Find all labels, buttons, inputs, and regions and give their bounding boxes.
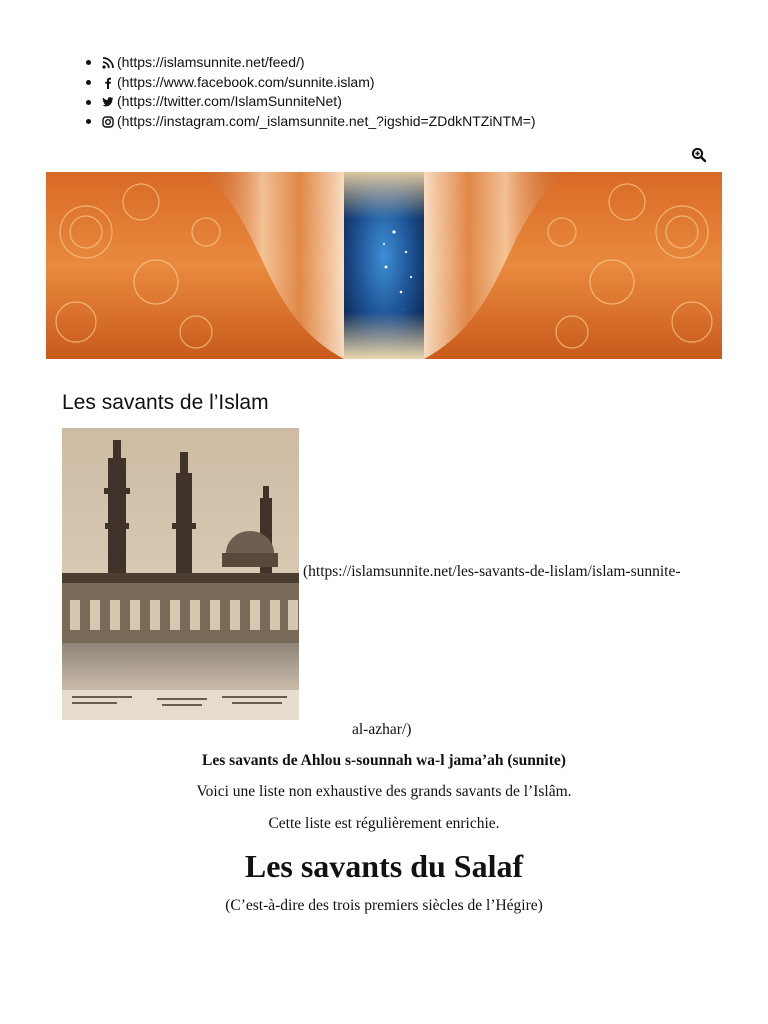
zoom-in-icon[interactable] <box>691 147 707 163</box>
facebook-icon <box>102 77 114 89</box>
intro-paragraph: Voici une liste non exhaustive des grands savants de l’Islâm. <box>196 783 572 800</box>
social-link-facebook[interactable] <box>86 73 536 93</box>
twitter-icon <box>102 96 114 108</box>
image-link-text[interactable]: (https://islamsunnite.net/les-savants-de-lislam/islam-sunnite- <box>303 563 681 580</box>
instagram-icon <box>102 116 114 128</box>
social-link-text[interactable]: (https://islamsunnite.net/feed/) <box>117 54 305 70</box>
section-subtitle: (C’est-à-dire des trois premiers siècles de l’Hégire) <box>225 897 543 914</box>
social-link-instagram[interactable] <box>86 112 536 132</box>
list-bullet <box>86 119 91 124</box>
list-bullet <box>86 100 91 105</box>
al-azhar-mosque-photo[interactable] <box>62 428 299 720</box>
rss-icon <box>102 57 114 69</box>
social-link-twitter[interactable] <box>86 92 536 112</box>
social-link-rss[interactable] <box>86 53 536 73</box>
social-link-text[interactable]: (https://instagram.com/_islamsunnite.net_?igshid=ZDdkNTZiNTM=) <box>117 113 536 130</box>
intro-paragraph: Cette liste est régulièrement enrichie. <box>268 815 500 832</box>
social-links-list <box>86 53 536 132</box>
list-bullet <box>86 60 91 65</box>
intro-bold-heading: Les savants de Ahlou s-sounnah wa-l jama’ah (sunnite) <box>202 752 566 769</box>
social-link-text[interactable]: (https://twitter.com/IslamSunniteNet) <box>117 93 342 110</box>
list-bullet <box>86 80 91 85</box>
header-banner-image <box>46 172 722 359</box>
social-link-text[interactable]: (https://www.facebook.com/sunnite.islam) <box>117 73 375 90</box>
page-title: Les savants de l’Islam <box>62 391 269 414</box>
image-link-text-continued[interactable]: al-azhar/) <box>352 721 412 738</box>
section-title: Les savants du Salaf <box>244 848 524 884</box>
